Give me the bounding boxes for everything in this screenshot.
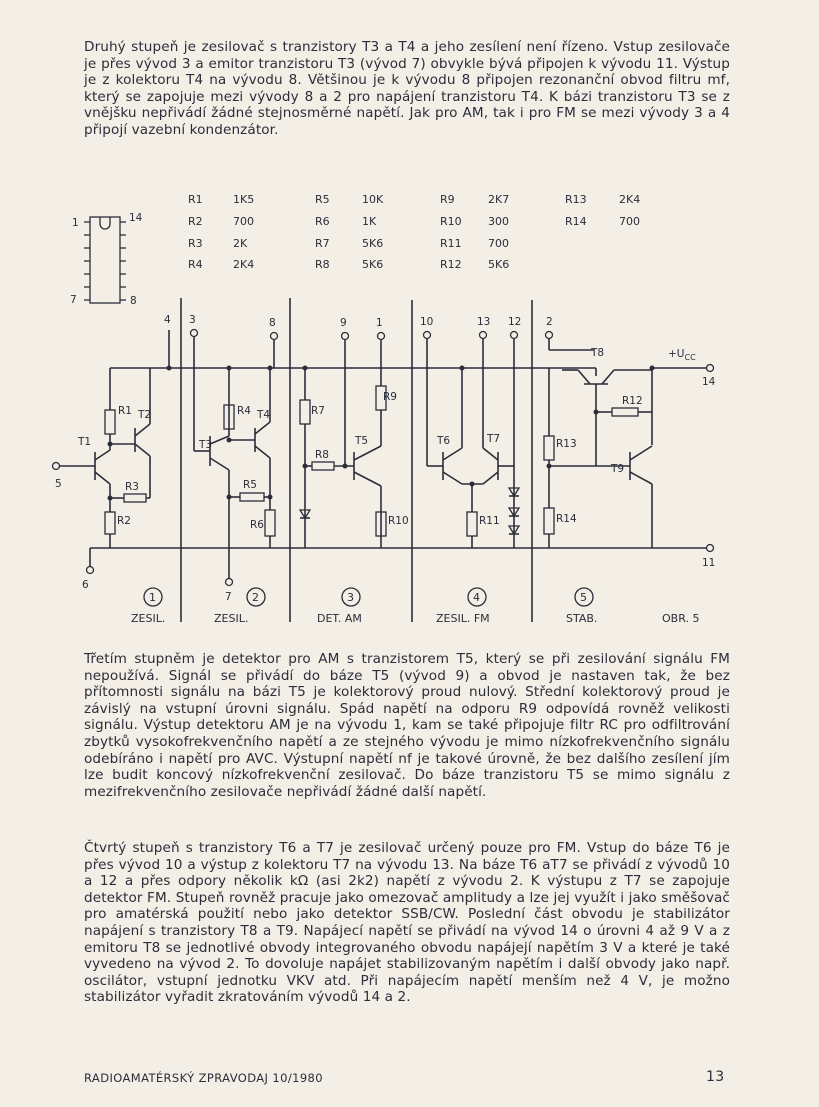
section-number: 1 [149,591,156,604]
section-label: ZESIL. [214,612,249,625]
component-label: R3 [125,481,139,493]
stage-3-circuit [300,340,409,548]
table-name: R6 [315,215,330,228]
table-name: R12 [440,258,462,271]
table-name: R11 [440,237,462,250]
paragraph-fourth-stage: Čtvrtý stupeň s tranzistory T6 a T7 je zesilovač určený pouze pro FM. Vstup do báze T6 je přes vývod 10 a výstup z kolektoru T7 na vývodu 13. Na báze T6 aT7 se přivádí z vývodů 10 a 12 a přes odpory několik kΩ (asi 2k2) napětí z vývodu 2. K výstupu z T7 se zapojuje detektor FM. Stupeň rovněž pracuje jako omezovač amplitudy a lze jej využít i jako směšovač pro amatérská použití nebo jako detektor SSB/CW. Poslední část obvodu je stabilizátor napájení s tranzistory T8 a T9. Napájecí napětí se přivádí na vývod 14 o úrovni 4 až 9 V a z emitoru T8 se jednotlivé obvody integrovaného obvodu napájejí napětím 3 V a které je také vyvedeno na vývod 2. To dovoluje napájet stabilizovaným napětím i další obvody jako např. oscilátor, vstupní jednotku VKV atd. Při napájecím napětí menším než 4 V, je možno stabilizátor vyřadit zkratováním vývodů 14 a 2. [84,840,730,1006]
table-value: 2K4 [619,193,641,206]
table-name: R4 [188,258,203,271]
component-label: T9 [611,463,625,475]
ic-pin-1-label: 1 [72,217,79,229]
table-value: 2K [233,237,248,250]
pin-label: 12 [508,316,522,328]
section-label: ZESIL. [131,612,166,625]
component-label: R6 [250,519,264,531]
table-name: R8 [315,258,330,271]
component-label: R4 [237,405,251,417]
section-dividers [181,298,532,622]
table-value: 1K5 [233,193,255,206]
table-name: R3 [188,237,203,250]
resistor-value-table [188,193,640,271]
section-number: 4 [473,591,480,604]
component-label: T3 [199,439,213,451]
table-name: R13 [565,193,587,206]
table-name: R1 [188,193,203,206]
table-value: 700 [233,215,254,228]
pin-label: 2 [546,316,553,328]
component-label: R7 [311,405,325,417]
table-value: 700 [488,237,509,250]
component-label: T2 [138,409,152,421]
pin-label: 7 [225,591,232,603]
page-number: 13 [706,1069,725,1085]
pin-label: 8 [269,317,276,329]
table-name: R10 [440,215,462,228]
component-label: R2 [117,515,131,527]
pin-label: 5 [55,478,62,490]
figure-label: OBR. 5 [662,612,700,625]
ic-package-outline [70,212,143,307]
stage-4-circuit [427,339,519,548]
table-name: R5 [315,193,330,206]
section-labels [131,588,699,625]
pin-label: 6 [82,579,89,591]
table-name: R7 [315,237,330,250]
table-value: 5K6 [362,237,384,250]
component-label: R1 [118,405,132,417]
component-label: R11 [479,515,500,527]
ic-pin-8-label: 8 [130,295,137,307]
component-label: R13 [556,438,577,450]
pin-label: 3 [189,314,196,326]
component-label: T1 [78,436,92,448]
component-label: R10 [388,515,409,527]
table-value: 2K7 [488,193,510,206]
component-label: T6 [437,435,451,447]
stage-1-circuit [53,330,195,591]
table-value: 5K6 [488,258,510,271]
component-label: T7 [487,433,501,445]
component-label: R12 [622,395,643,407]
section-number: 5 [580,591,587,604]
table-value: 10K [362,193,384,206]
pin-label: 10 [420,316,434,328]
component-label: R14 [556,513,577,525]
component-label: T8 [591,347,605,359]
vcc-label: $+U_{CC}$ [668,348,696,362]
component-label: R9 [383,391,397,403]
table-value: 700 [619,215,640,228]
section-number: 3 [347,591,354,604]
stage-2-circuit [194,340,275,603]
table-name: R9 [440,193,455,206]
journal-footer: RADIOAMATÉRSKÝ ZPRAVODAJ 10/1980 [84,1071,323,1085]
pin-label: 4 [164,314,171,326]
table-name: R14 [565,215,587,228]
pin-label: 11 [702,557,716,569]
ic-pin-14-label: 14 [129,212,143,224]
section-label: DET. AM [317,612,362,625]
table-name: R2 [188,215,203,228]
component-label: R8 [315,449,329,461]
paragraph-second-stage: Druhý stupeň je zesilovač s tranzistory T3 a T4 a jeho zesílení není řízeno. Vstup zesilovače je přes vývod 3 a emitor tranzistoru T3 (vývod 7) obvykle bývá připojen k vývodu 11. Výstup je z kolektoru T4 na vývodu 8. Většinou je k vývodu 8 připojen rezonanční obvod filtru mf, který se zapojuje mezi vývody 8 a 2 pro napájení tranzistoru T4. K bázi tranzistoru T3 se z vnějšku nepřivádí žádné stejnosměrné napětí. Jak pro AM, tak i pro FM se mezi vývody 3 a 4 připojí vazební kondenzátor. [84,39,730,138]
paragraph-third-stage: Třetím stupněm je detektor pro AM s tranzistorem T5, který se při zesilování signálu FM nepoužívá. Signál se přivádí do báze T5 (vývod 9) a obvod je nastaven tak, že bez přítomnosti signálu na bázi T5 je kolektorový proud nulový. Střední kolektorový proud je závislý na vstupní úrovni signálu. Spád napětí na odporu R9 odpovídá rovněž velikosti signálu. Výstup detektoru AM je na vývodu 1, kam se také připojuje filtr RC pro odfiltrování zbytků vysokofrekvenčního napětí a ze stejného vývodu je mimo nízkofrekvenčního signálu odebíráno i napětí pro AVC. Výstupní napětí nf je takové úrovně, že bez dalšího zesílení jím lze budit koncový nízkofrekvenční zesilovač. Do báze tranzistoru T5 se mimo signálu z mezifrekvenčního zesilovače nepřivádí žádné další napětí. [84,651,730,800]
section-label: ZESIL. FM [436,612,490,625]
component-label: R5 [243,479,257,491]
pin-label: 1 [376,317,383,329]
table-value: 300 [488,215,509,228]
ic-pin-7-label: 7 [70,294,77,306]
stage-5-circuit [544,339,655,548]
pin-label: 13 [477,316,491,328]
table-value: 5K6 [362,258,384,271]
table-value: 2K4 [233,258,255,271]
pin-label: 9 [340,317,347,329]
top-pins [164,314,553,340]
pin-label: 14 [702,376,716,388]
table-value: 1K [362,215,377,228]
section-number: 2 [252,591,259,604]
component-label: T4 [257,409,271,421]
section-label: STAB. [566,612,598,625]
component-label: T5 [355,435,369,447]
